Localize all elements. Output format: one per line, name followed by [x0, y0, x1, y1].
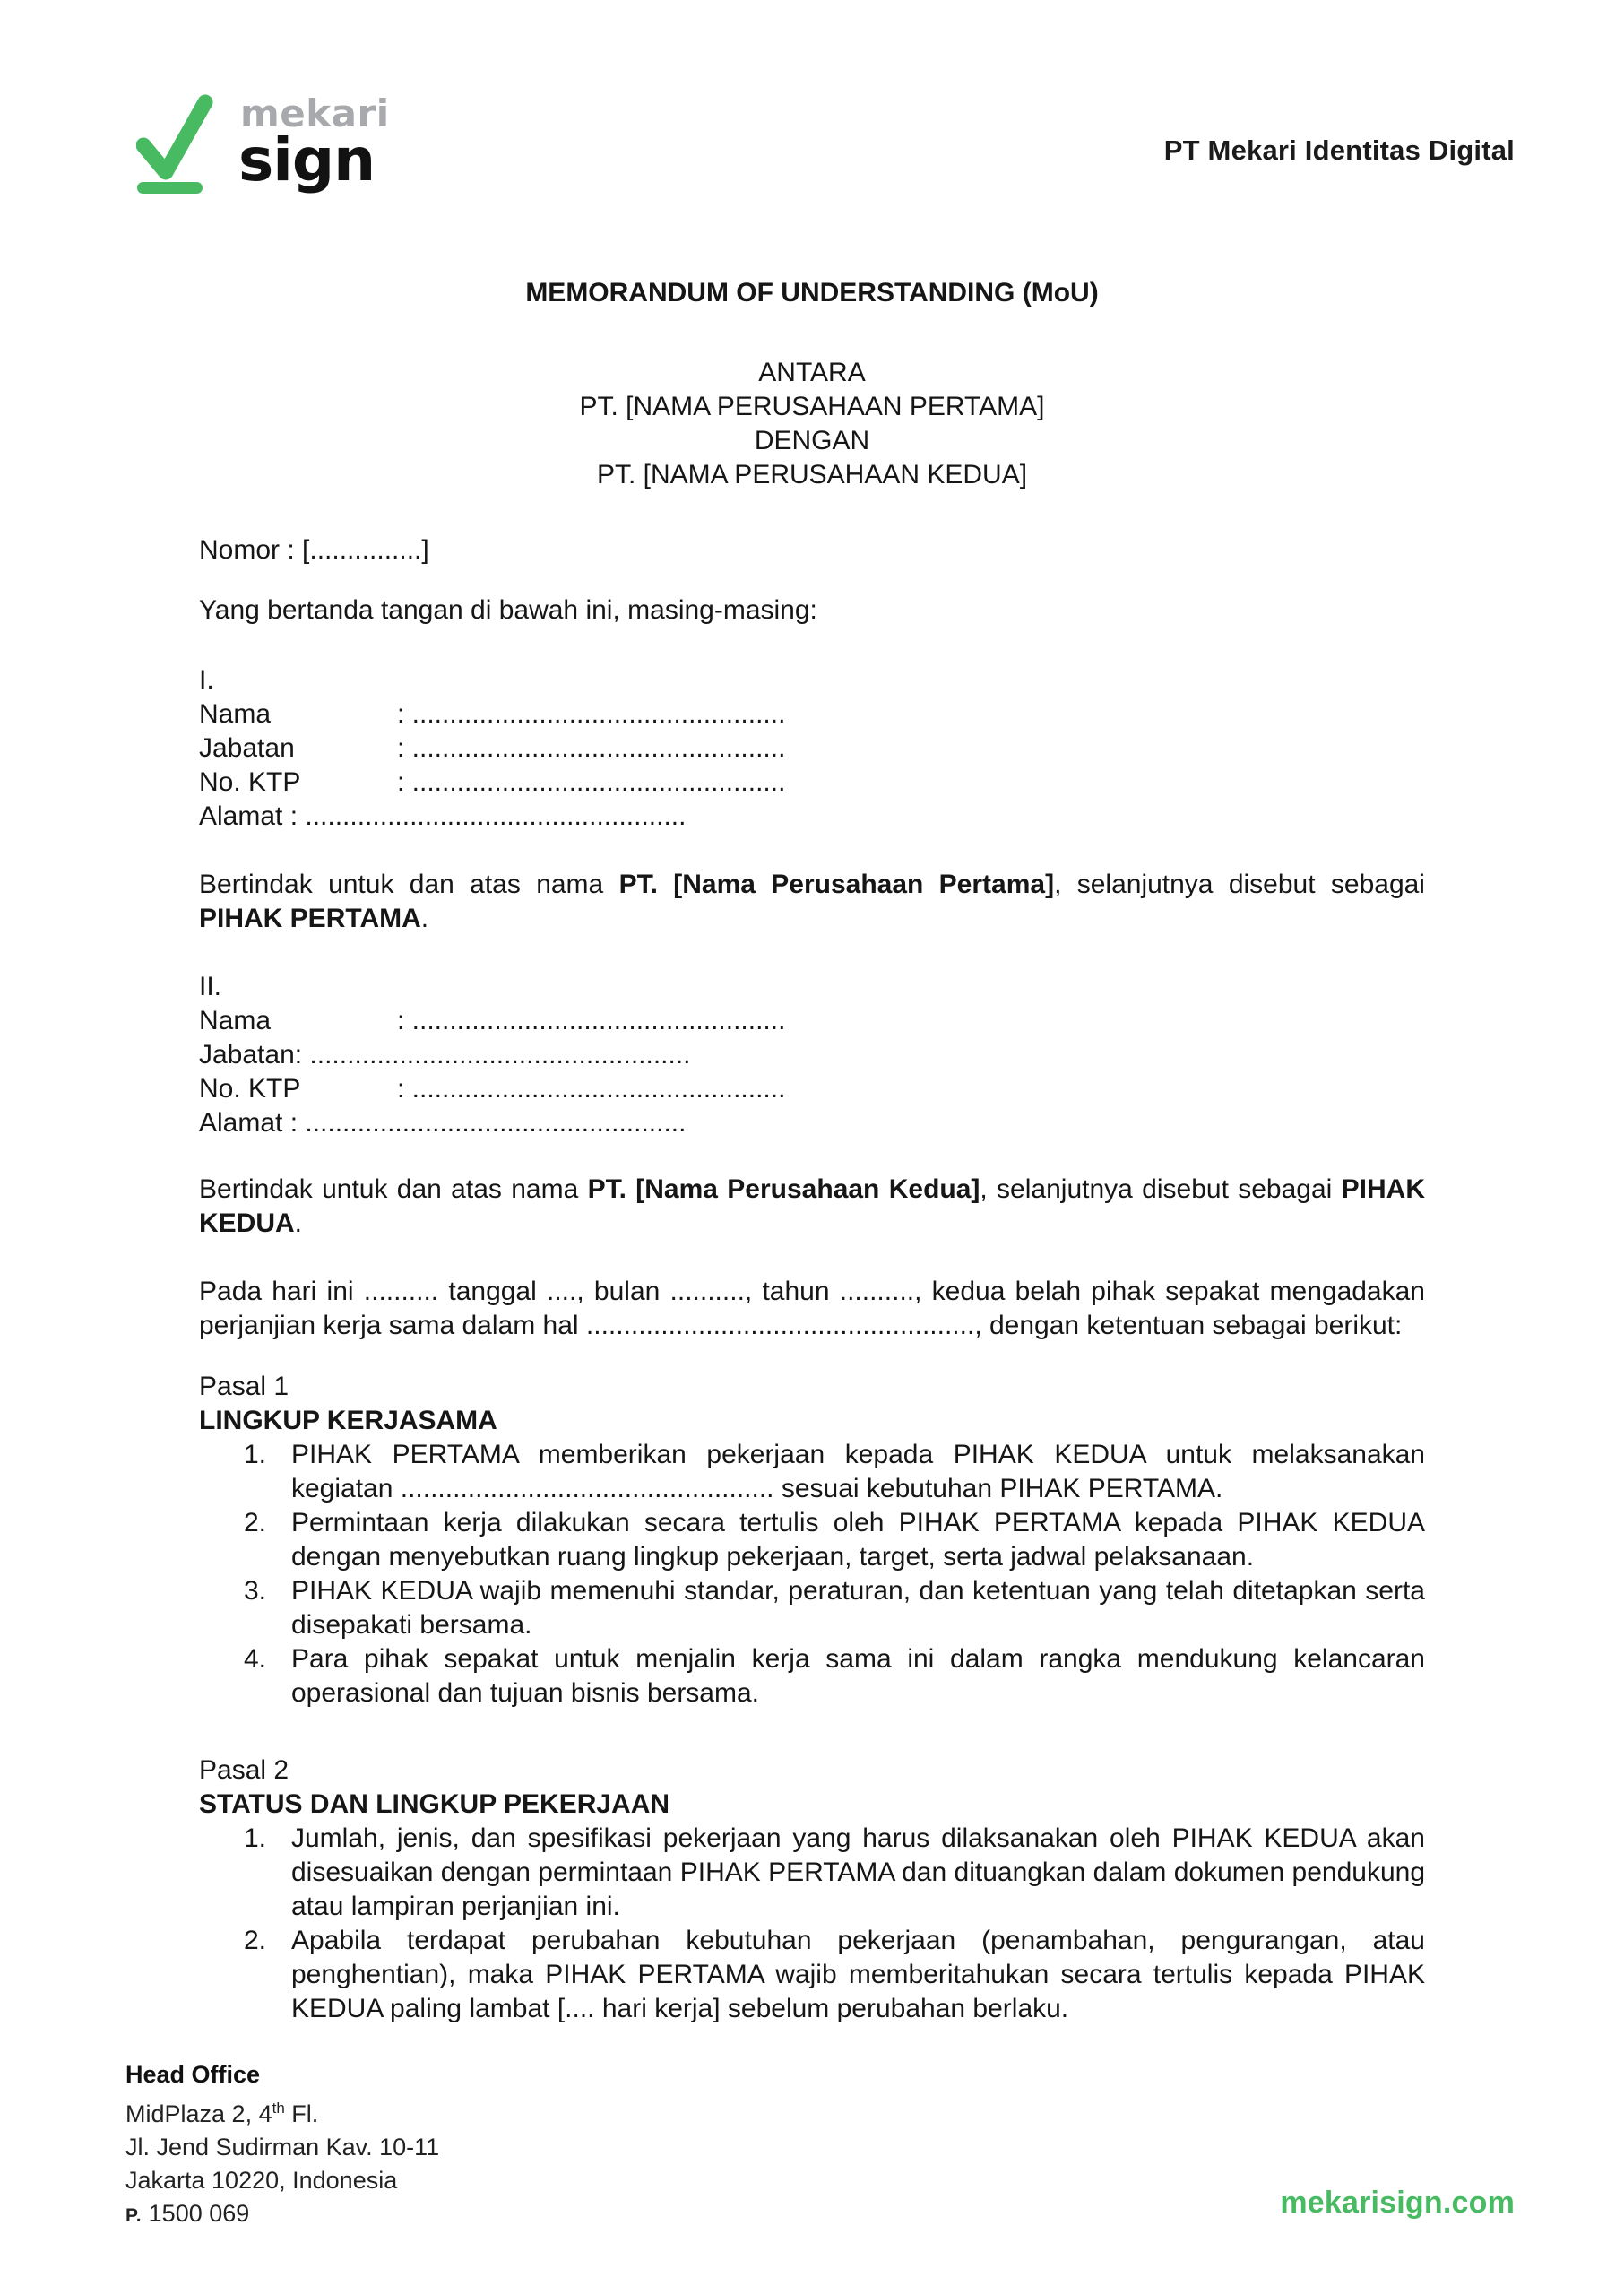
party2-row-nama — [199, 1004, 1425, 1038]
address-text: Fl. — [284, 2100, 319, 2127]
field-dotted-value: : ................................................... — [282, 801, 687, 831]
subtitle-line-company2: PT. [NAMA PERUSAHAAN KEDUA] — [596, 460, 1028, 489]
party1-row-alamat — [199, 800, 1425, 834]
field-dotted-value: : .................................................. — [397, 733, 786, 763]
field-dotted-value: ................................................... — [302, 1040, 691, 1070]
pasal2-heading: STATUS DAN LINGKUP PEKERJAAN — [199, 1789, 670, 1819]
clause-item — [244, 1506, 1425, 1574]
document-subtitle — [199, 356, 1425, 492]
field-dotted-value: : ................................................... — [282, 1108, 687, 1138]
phone-value: 1500 069 — [148, 2200, 250, 2227]
subtitle-line-antara: ANTARA — [758, 358, 866, 387]
pasal1-heading: LINGKUP KERJASAMA — [199, 1406, 497, 1435]
document-body — [199, 276, 1425, 2026]
field-label: Alamat — [199, 1108, 283, 1138]
footer-website-link[interactable]: mekarisign.com — [1280, 2186, 1515, 2220]
letterhead-company-name: PT Mekari Identitas Digital — [1163, 134, 1515, 166]
document-number-line: Nomor : [...............] — [199, 535, 429, 565]
phone-label: P. — [125, 2205, 143, 2226]
footer-office-title: Head Office — [125, 2061, 261, 2088]
party1-row-nama — [199, 697, 1425, 732]
subtitle-line-dengan: DENGAN — [754, 426, 870, 455]
clause-text: Apabila terdapat perubahan kebutuhan pekerjaan (penambahan, pengurangan, atau penghentian), maka PIHAK PERTAMA wajib memberitahukan secara tertulis kepada PIHAK KEDUA paling lambat [.... hari kerja] sebelum perubahan berlaku. — [291, 1926, 1425, 2023]
clause-number: 1. — [244, 1823, 267, 1853]
field-dotted-value: : .................................................. — [397, 767, 786, 797]
pasal2-number: Pasal 2 — [199, 1755, 289, 1785]
footer-address-block — [125, 2058, 439, 2232]
field-label: Jabatan — [199, 733, 295, 763]
clause-item — [244, 1642, 1425, 1710]
logo-brand-text: mekari — [240, 91, 390, 135]
clause-text: PIHAK PERTAMA memberikan pekerjaan kepada PIHAK KEDUA untuk melaksanakan kegiatan .................................................. sesuai kebutuhan PIHAK PERTAMA. — [291, 1440, 1425, 1503]
field-label: Nama — [199, 699, 272, 729]
clause-number: 1. — [244, 1440, 267, 1469]
field-dotted-value: : .................................................. — [397, 1074, 786, 1104]
pasal2-header — [199, 1754, 1425, 1822]
check-icon — [136, 91, 215, 199]
footer-address-line1 — [125, 2091, 439, 2131]
party2-row-ktp — [199, 1072, 1425, 1106]
footer-address-line2: Jl. Jend Sudirman Kav. 10-11 — [125, 2134, 440, 2161]
field-label: Alamat — [199, 801, 283, 831]
clause-item — [244, 1822, 1425, 1924]
footer-address-line3: Jakarta 10220, Indonesia — [125, 2167, 398, 2194]
party1-row-jabatan — [199, 732, 1425, 766]
field-dotted-value: : .................................................. — [397, 1006, 786, 1035]
mekari-sign-logo — [134, 88, 439, 231]
field-label: Nama — [199, 1006, 272, 1035]
clause-text: PIHAK KEDUA wajib memenuhi standar, peraturan, dan ketentuan yang telah ditetapkan serta disepakati bersama. — [291, 1576, 1425, 1640]
clause-number: 2. — [244, 1926, 267, 1955]
footer-phone-line — [125, 2197, 439, 2232]
party2-identity-block — [199, 970, 1425, 1140]
party1-row-ktp — [199, 766, 1425, 800]
party1-closing-paragraph: Bertindak untuk dan atas nama PT. [Nama Perusahaan Pertama], selanjutnya disebut sebagai PIHAK PERTAMA. — [199, 870, 1425, 933]
pasal1-clause-list — [199, 1438, 1425, 1710]
clause-item — [244, 1574, 1425, 1642]
party2-row-jabatan — [199, 1038, 1425, 1072]
pasal1-header — [199, 1370, 1425, 1438]
subtitle-line-company1: PT. [NAMA PERUSAHAAN PERTAMA] — [579, 392, 1045, 421]
field-label: No. KTP — [199, 767, 301, 797]
clause-text: Permintaan kerja dilakukan secara tertulis oleh PIHAK PERTAMA kepada PIHAK KEDUA dengan menyebutkan ruang lingkup pekerjaan, target, serta jadwal pelaksanaan. — [291, 1508, 1425, 1572]
clause-number: 4. — [244, 1644, 267, 1674]
clause-item — [244, 1438, 1425, 1506]
clause-text: Jumlah, jenis, dan spesifikasi pekerjaan yang harus dilaksanakan oleh PIHAK KEDUA akan disesuaikan dengan permintaan PIHAK PERTAMA dan dituangkan dalam dokumen pendukung atau lampiran perjanjian ini. — [291, 1823, 1425, 1921]
party2-closing-paragraph: Bertindak untuk dan atas nama PT. [Nama Perusahaan Kedua], selanjutnya disebut sebagai PIHAK KEDUA. — [199, 1174, 1425, 1238]
pasal2-clause-list — [199, 1822, 1425, 2026]
agreement-paragraph: Pada hari ini .......... tanggal ...., bulan .........., tahun .........., kedua belah pihak sepakat mengadakan perjanjian kerja sama dalam hal ...................................................., dengan ketentuan sebagai berikut: — [199, 1277, 1425, 1340]
pasal1-number: Pasal 1 — [199, 1372, 289, 1401]
clause-number: 3. — [244, 1576, 267, 1606]
logo-product-text: sign — [238, 126, 376, 195]
party2-numeral: II. — [199, 972, 222, 1001]
clause-number: 2. — [244, 1508, 267, 1537]
field-label: No. KTP — [199, 1074, 301, 1104]
party1-identity-block — [199, 663, 1425, 834]
field-label: Jabatan: — [199, 1040, 303, 1070]
address-text: MidPlaza 2, 4 — [125, 2100, 272, 2127]
party2-row-alamat — [199, 1106, 1425, 1140]
address-superscript: th — [272, 2100, 285, 2117]
field-dotted-value: : .................................................. — [397, 699, 786, 729]
clause-text: Para pihak sepakat untuk menjalin kerja sama ini dalam rangka mendukung kelancaran operasional dan tujuan bisnis bersama. — [291, 1644, 1425, 1708]
intro-line: Yang bertanda tangan di bawah ini, masing-masing: — [199, 595, 817, 625]
party1-numeral: I. — [199, 665, 214, 695]
clause-item — [244, 1924, 1425, 2026]
document-title: MEMORANDUM OF UNDERSTANDING (MoU) — [525, 278, 1099, 307]
